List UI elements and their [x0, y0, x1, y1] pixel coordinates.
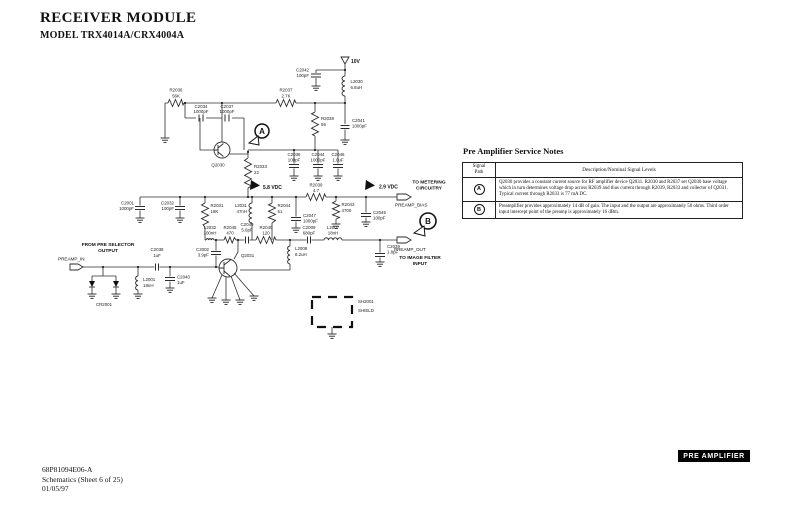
diode-cr2001	[89, 281, 119, 287]
c2042-ref: C2042	[296, 67, 309, 73]
preamp-out-connector	[397, 237, 411, 243]
r2038-ref: R2038	[321, 116, 334, 121]
r2031-ref: R2031	[210, 203, 224, 208]
footer-block	[42, 465, 123, 494]
r2037-val: 2.7K	[281, 93, 291, 99]
c2044-val: 1000pF	[310, 157, 326, 163]
c2002-ref: C2002	[196, 247, 209, 252]
c2049-val: 5.6pF	[241, 227, 253, 233]
c2038-val: 1uF	[153, 253, 161, 258]
c2034-val: 1000pF	[193, 109, 209, 114]
r2043-val: 4700	[341, 208, 352, 213]
r2036-val: 56K	[172, 93, 180, 99]
shield-ref: SH2001	[358, 299, 374, 304]
c2047-val: 1000pF	[303, 218, 318, 224]
c2009-ref: C2009	[302, 225, 316, 230]
to-image-filter-line2: INPUT	[412, 262, 428, 267]
preamp-bias-label: PREAMP_BIAS	[395, 202, 428, 208]
vdc58-label: 5.8 VDC	[263, 185, 282, 191]
c2049-ref: C2049	[240, 222, 254, 227]
vdc29-label: 2.9 VDC	[379, 184, 398, 191]
l2001-val: 18nH	[143, 283, 154, 288]
c2046-val: 1.0uF	[332, 157, 344, 163]
part-number: 68P81094E06-A	[42, 465, 93, 474]
transistor-q2030	[214, 142, 230, 158]
c2041-val: 1000pF	[352, 123, 367, 129]
to-image-filter-line1: TO IMAGE FILTER	[399, 256, 441, 261]
r2033-ref: R2033	[254, 164, 267, 169]
l2031-ref: L2031	[234, 203, 247, 208]
supply-label: 10V	[351, 59, 360, 65]
sheet-info: Schematics (Sheet 6 of 25)	[42, 474, 123, 484]
signal-path-header	[463, 163, 496, 177]
c2039-ref: C2039	[387, 244, 400, 249]
from-pre-selector-line1: FROM PRE SELECTOR	[81, 243, 135, 248]
c2044-ref: C2044	[311, 152, 325, 157]
c2001-ref: C2001	[121, 200, 134, 206]
voltage-arrow-58	[250, 180, 260, 190]
preamp-in-connector	[70, 264, 83, 270]
callout-a-letter: A	[259, 126, 265, 136]
shield-box	[312, 297, 352, 327]
l2008-val: 8.2uH	[295, 252, 307, 257]
note-row-b	[463, 201, 742, 218]
preamp-bias-connector	[397, 194, 411, 200]
to-metering-line2: CIRCUITRY	[416, 186, 442, 192]
c2032-val: 100pF	[161, 206, 174, 211]
c2039-val: 1.8pF	[387, 249, 399, 255]
c2038-ref: C2038	[150, 247, 164, 252]
l2007-ref: L2007	[326, 225, 340, 230]
callout-b	[414, 213, 436, 236]
r2038-val: 56	[321, 122, 326, 127]
c2040-val: 1uF	[177, 280, 185, 285]
c2042-val: 100pF	[296, 73, 309, 78]
l2030-ref: L2030	[350, 79, 363, 84]
r2031-val: 18K	[210, 209, 219, 214]
c2034-ref: C2034	[194, 104, 208, 109]
capacitor-symbols	[135, 74, 385, 281]
voltage-arrow-29	[365, 180, 375, 190]
preamp-in-label: PREAMP_IN	[58, 256, 85, 262]
c2037-ref: C2037	[220, 104, 234, 109]
note-row-a	[463, 177, 742, 201]
c2002-val: 3.9pF	[197, 252, 209, 258]
c2047-ref: C2047	[303, 213, 316, 218]
r2044-val: 51	[277, 209, 283, 214]
q2030-ref: Q2030	[211, 162, 225, 168]
c2036-val: 100pF	[287, 157, 301, 163]
c2041-ref: C2041	[352, 118, 365, 123]
supply-symbol	[341, 57, 349, 64]
r2039-ref: R2039	[309, 182, 323, 188]
signal-path-header-line1: Signal	[472, 164, 486, 169]
r2045-ref: R2045	[223, 225, 237, 230]
l2032-ref: L2032	[203, 225, 217, 230]
page-subtitle: MODEL TRX4014A/CRX4004A	[40, 30, 185, 41]
c2045-ref: C2045	[373, 210, 386, 215]
callout-b-letter: B	[425, 217, 431, 226]
service-notes	[462, 146, 743, 219]
section-tab: PRE AMPLIFIER	[678, 450, 750, 462]
note-text-b: Preamplifier provides approximately 14 dB of gain. The input and the output are approximately 50 ohms. Third order input intercept point of the preamp is approximately 16 dBm.	[499, 203, 729, 215]
l2032-val: 100nH	[203, 230, 217, 236]
r2043-ref: R2043	[341, 202, 355, 207]
r2044-ref: R2044	[277, 203, 291, 208]
l2030-val: 6.8uH	[350, 85, 363, 90]
from-pre-selector-line2: OUTPUT	[98, 249, 118, 254]
signal-path-badge-a: A	[474, 184, 485, 195]
schematic-wires	[83, 64, 397, 334]
notes-title: Pre Amplifier Service Notes	[463, 146, 564, 156]
r2036-ref: R2036	[169, 87, 183, 93]
c2036-ref: C2036	[287, 152, 301, 157]
notes-table	[462, 162, 743, 219]
r2039-val: 4.7	[312, 188, 320, 193]
sheet-date: 01/05/97	[42, 484, 69, 494]
c2046-ref: C2046	[331, 152, 345, 157]
r2045-val: 470	[226, 230, 234, 236]
r2033-val: 22	[254, 170, 259, 175]
r2040-ref: R2040	[259, 225, 273, 230]
c2040-ref: C2040	[177, 274, 190, 280]
description-header: Description/Nominal Signal Levels	[582, 166, 656, 173]
signal-path-badge-b: B	[474, 204, 485, 215]
shield-label: SHIELD	[358, 308, 374, 313]
l2007-val: 18nH	[327, 230, 339, 236]
l2031-val: 47nH	[236, 209, 247, 214]
r2040-val: 120	[262, 230, 270, 236]
c2037-val: 1000pF	[219, 109, 235, 114]
r2037-ref: R2037	[279, 87, 293, 93]
cr2001-ref: CR2001	[95, 302, 113, 307]
callout-a	[249, 124, 269, 145]
preamp-out-label: PREAMP_OUT	[394, 247, 426, 252]
notes-header-row	[463, 163, 742, 177]
page-title: RECEIVER MODULE	[40, 10, 197, 26]
to-metering-line1: TO METERING	[412, 180, 446, 186]
signal-path-header-line2: Path	[474, 170, 484, 175]
c2009-val: 680pF	[302, 230, 316, 236]
l2001-ref: L2001	[143, 277, 156, 282]
transistor-q2031	[219, 259, 237, 277]
c2032-ref: C2032	[161, 200, 174, 206]
q2031-ref: Q2031	[241, 253, 255, 258]
l2008-ref: L2008	[295, 246, 308, 251]
note-text-a: Q2030 provides a constant current source for RF amplifier device Q2031. R2030 and R2037 set Q2030 base voltage which in turn determines voltage drop across R2039 and thus current through R2039, R2033 and collector of Q2031. Typical current through R2033 is 77 mA DC.	[499, 180, 728, 198]
c2001-val: 1000pF	[119, 206, 134, 211]
c2045-val: 100pF	[373, 215, 386, 221]
